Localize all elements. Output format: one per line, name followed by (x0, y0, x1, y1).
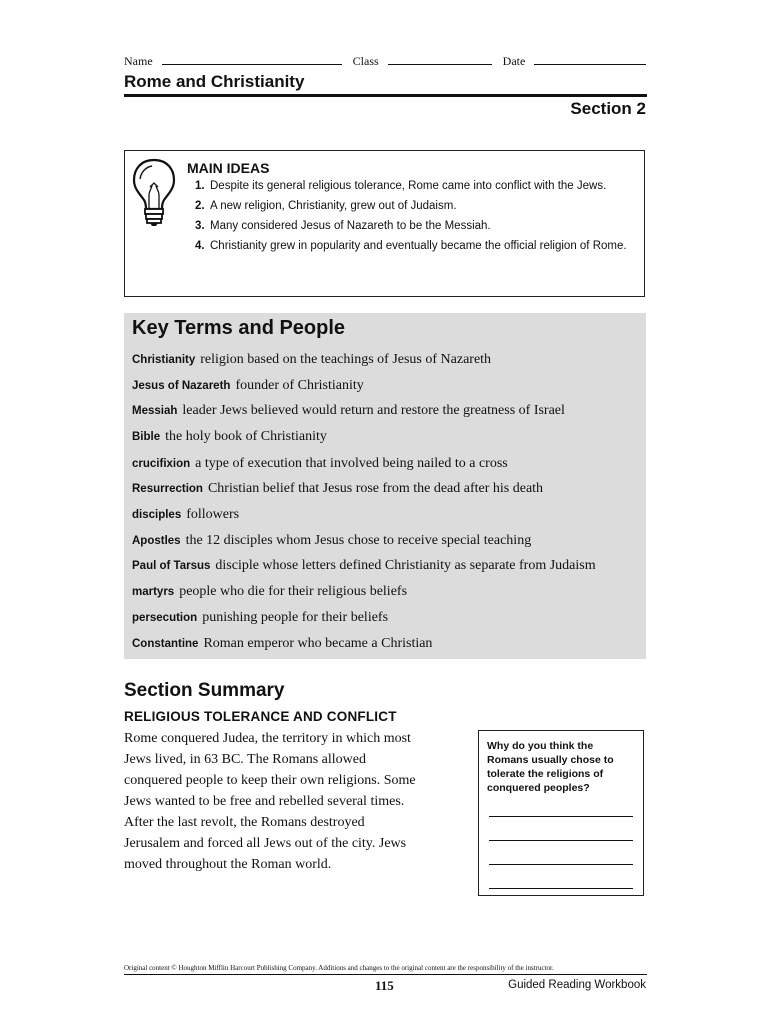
lightbulb-icon (131, 157, 177, 227)
main-idea-item (195, 218, 635, 234)
name-blank[interactable] (162, 52, 342, 65)
summary-paragraph (124, 728, 454, 875)
class-label: Class (352, 54, 379, 68)
key-term-definition: Roman emperor who became a Christian (203, 636, 433, 651)
summary-line: Rome conquered Judea, the territory in which most (124, 731, 411, 746)
key-term-row (132, 427, 327, 445)
key-term-row (132, 401, 565, 419)
key-term-definition: the holy book of Christianity (165, 429, 327, 444)
main-idea-item (195, 178, 635, 194)
key-term-definition: punishing people for their beliefs (202, 610, 389, 625)
main-idea-number: 1. (195, 180, 205, 192)
key-term: persecution (132, 612, 198, 624)
question-line: tolerate the religions of (487, 768, 604, 780)
key-term: Constantine (132, 638, 199, 650)
main-idea-text: Many considered Jesus of Nazareth to be the Messiah. (210, 220, 491, 232)
key-term-row (132, 634, 432, 652)
key-terms-heading: Key Terms and People (132, 317, 346, 339)
question-line: Why do you think the (487, 740, 594, 752)
title-rule (124, 94, 647, 97)
main-idea-text: Despite its general religious tolerance, Rome came into conflict with the Jews. (210, 180, 607, 192)
answer-line[interactable] (489, 864, 633, 865)
key-term-definition: leader Jews believed would return and restore the greatness of Israel (182, 403, 565, 418)
summary-line: After the last revolt, the Romans destroyed (124, 815, 365, 830)
key-term-definition: Christian belief that Jesus rose from the dead after his death (207, 481, 544, 496)
key-term-row (132, 479, 543, 497)
key-term: crucifixion (132, 458, 191, 470)
key-term: Paul of Tarsus (132, 560, 211, 572)
main-idea-number: 3. (195, 220, 205, 232)
question-line: Romans usually chose to (487, 754, 614, 766)
key-term: Apostles (132, 535, 181, 547)
key-term-row (132, 350, 491, 368)
key-term-row (132, 454, 508, 472)
section-label: Section 2 (570, 99, 646, 118)
key-term-definition: disciple whose letters defined Christianity as separate from Judaism (215, 558, 596, 573)
key-term-row (132, 556, 596, 574)
key-term-row (132, 582, 407, 600)
key-terms-box (124, 313, 646, 659)
summary-line: moved throughout the Roman world. (124, 857, 332, 872)
key-term: Resurrection (132, 483, 203, 495)
summary-line: Jews lived, in 63 BC. The Romans allowed (124, 752, 366, 767)
key-term-definition: the 12 disciples whom Jesus chose to receive special teaching (185, 533, 532, 548)
key-term-definition: people who die for their religious beliefs (179, 584, 408, 599)
key-term: Messiah (132, 405, 178, 417)
question-line: conquered peoples? (487, 782, 590, 794)
name-label: Name (124, 54, 153, 68)
main-ideas-heading: MAIN IDEAS (187, 160, 270, 176)
main-ideas-box (124, 150, 645, 297)
question-box (478, 730, 644, 896)
answer-line[interactable] (489, 840, 633, 841)
page-title: Rome and Christianity (124, 72, 305, 91)
summary-line: Jews wanted to be free and rebelled several times. (124, 794, 405, 809)
main-idea-item (195, 238, 635, 254)
answer-line[interactable] (489, 816, 633, 817)
date-label: Date (502, 54, 526, 68)
question-text (487, 739, 635, 795)
date-blank[interactable] (534, 52, 646, 65)
key-term: Jesus of Nazareth (132, 380, 231, 392)
main-idea-number: 2. (195, 200, 205, 212)
key-term-row (132, 531, 531, 549)
key-term-definition: religion based on the teachings of Jesus of Nazareth (200, 352, 492, 367)
key-term-definition: followers (186, 507, 240, 522)
main-idea-text: A new religion, Christianity, grew out of Judaism. (210, 200, 457, 212)
page-number: 115 (375, 978, 394, 993)
footer-rule (124, 974, 647, 975)
key-term: Bible (132, 431, 161, 443)
section-summary-heading: Section Summary (124, 680, 285, 701)
main-idea-text: Christianity grew in popularity and eventually became the official religion of Rome. (210, 240, 627, 252)
key-term: disciples (132, 509, 182, 521)
key-term-definition: founder of Christianity (235, 378, 364, 393)
key-term-row (132, 608, 388, 626)
key-term-row (132, 505, 239, 523)
answer-line[interactable] (489, 888, 633, 889)
summary-subheading: RELIGIOUS TOLERANCE AND CONFLICT (124, 709, 397, 724)
key-term-definition: a type of execution that involved being nailed to a cross (195, 456, 508, 471)
main-ideas-list (195, 178, 635, 258)
summary-line: conquered people to keep their own religions. Some (124, 773, 416, 788)
summary-line: Jerusalem and forced all Jews out of the city. Jews (124, 836, 407, 851)
key-term: Christianity (132, 354, 196, 366)
class-blank[interactable] (388, 52, 492, 65)
main-idea-number: 4. (195, 240, 205, 252)
workbook-title: Guided Reading Workbook (508, 979, 646, 991)
key-term-row (132, 376, 364, 394)
main-idea-item (195, 198, 635, 214)
header-fields (124, 52, 646, 69)
copyright-note: Original content © Houghton Mifflin Harcourt Publishing Company. Additions and changes to the original content are the responsibility of the instructor. (124, 964, 554, 972)
key-term: martyrs (132, 586, 175, 598)
